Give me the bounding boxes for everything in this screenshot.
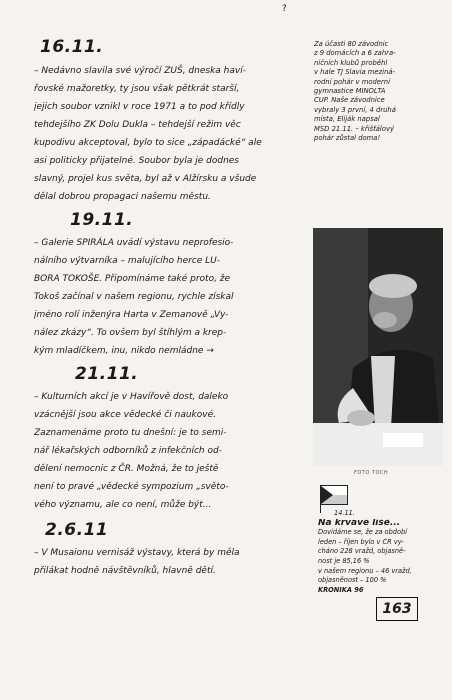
news-source: KRONIKA 96 — [318, 585, 364, 594]
portrait-photo — [313, 228, 443, 466]
entry-3-line: nář lékařských odborníků z infekčních od- — [34, 446, 222, 456]
entry-1-line: kupodivu akceptoval, bylo to sice „západácké“ ale — [34, 138, 262, 148]
entry-1-line: dělal dobrou propagaci našemu městu. — [34, 192, 211, 202]
entry-3-line: – Kulturních akcí je v Havířově dost, daleko — [34, 392, 229, 402]
clipping-line: CUP. Naše závodnice — [314, 96, 385, 105]
entry-2-line: Tokoš začínal v našem regionu, rychle získal — [34, 292, 234, 302]
clipping-line: MSD 21.11. – křišťálový — [314, 124, 394, 133]
entry-1-line: tehdejšího ZK Dolu Dukla – tehdejší režim věc — [34, 120, 241, 130]
photo-caption: FOTO TOCH — [354, 470, 389, 476]
entry-4-line: – V Musaionu vernisáž výstavy, která by měla — [34, 548, 240, 558]
entry-3-line: není to pravé „vědecké sympozium „světo- — [34, 482, 229, 492]
entry-date-3: 21.11. — [75, 364, 139, 384]
entry-3-line: vého významu, ale co není, může být... — [34, 500, 212, 510]
clipping-line: Za účasti 80 závodnic — [314, 40, 389, 48]
entry-date-1: 16.11. — [40, 37, 104, 57]
entry-2-line: – Galerie SPIRÁLA uvádí výstavu neprofesio- — [34, 238, 234, 248]
crime-news-box — [318, 509, 443, 595]
entry-1-line: asi politicky přijatelné. Soubor byla je dodnes — [34, 156, 240, 166]
entry-date-4: 2.6.11 — [45, 520, 109, 540]
news-line: Dovídáme se, že za období — [318, 528, 407, 537]
entry-3-line: Zaznamenáme proto tu dnešní: je to semi- — [34, 428, 227, 438]
news-line: v našem regionu – 46 vražd, — [318, 566, 412, 575]
clipping-line: místa, Eliják napsal — [314, 115, 380, 124]
entry-2-line: nálního výtvarníka – malujícího herce LU- — [34, 256, 221, 266]
entry-2-line: nález zkázy“. To ovšem byl štíhlým a krep- — [34, 328, 227, 338]
news-line: nost je 85,16 % — [318, 556, 370, 565]
entry-1-line: řovské mažoretky, ty jsou však pětkrát starší, — [34, 84, 240, 94]
news-date: 14.11. — [334, 509, 355, 517]
news-title: Na krvavé lišě... — [318, 518, 401, 528]
news-line: objasněnost – 100 % — [318, 576, 387, 585]
entry-4-line: přilákat hodně návštěvníků, hlavně dětí. — [34, 566, 216, 576]
clipping-line: gymnastice MINOLTA — [314, 87, 386, 96]
entry-1-line: slavný, projel kus světa, byl až v Alžírsku a všude — [34, 174, 257, 184]
page-number: 163 — [376, 597, 418, 621]
corner-mark: ? — [282, 4, 287, 14]
entry-2-line: BORA TOKOŠE. Připomínáme také proto, že — [34, 274, 231, 284]
clipping-line: vybraly 3 první, 4 druhá — [314, 105, 396, 114]
gymnastics-clipping — [314, 40, 446, 143]
entry-2-line: jméno rolí inženýra Harta v Zemanově „Vy- — [34, 310, 229, 320]
portrait-photo-drawing — [313, 228, 443, 466]
clipping-line: v hale TJ Slavia meziná- — [314, 68, 395, 77]
entry-1-line: – Nedávno slavila své výročí ZUŠ, dneska haví- — [34, 66, 246, 76]
entry-3-line: dělení nemocnic z ČR. Možná, že to ještě — [34, 464, 219, 474]
entry-1-line: jejich soubor vznikl v roce 1971 a to pod křídly — [34, 102, 245, 112]
entry-3-line: vzácnější jsou akce vědecké či naukové. — [34, 410, 216, 420]
news-line: cháno 228 vražd, objasně- — [318, 547, 406, 556]
clipping-line: rodní pohár v moderní — [314, 77, 390, 86]
clipping-line: pohár zůstal doma! — [314, 134, 381, 143]
news-line: leden – říjen bylo v ČR vy- — [318, 537, 404, 546]
entry-date-2: 19.11. — [70, 210, 134, 230]
clipping-line: ničních klubů proběhl — [314, 58, 388, 67]
czech-flag-icon — [320, 485, 348, 505]
entry-2-line: kým mladíčkem, inu, nikdo nemládne → — [34, 346, 214, 356]
clipping-line: z 9 domácích a 6 zahra- — [314, 49, 396, 58]
